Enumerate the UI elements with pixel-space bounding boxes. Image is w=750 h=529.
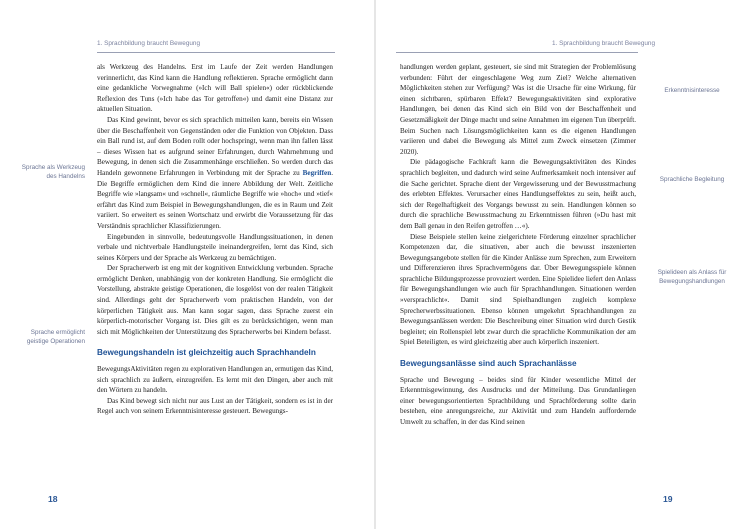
section-heading: Bewegungshandeln ist gleichzeitig auch Sprachhandeln <box>97 348 316 358</box>
left-page <box>0 0 374 529</box>
page-number: 18 <box>48 494 58 504</box>
margin-note: Spielideen als Anlass für Bewegungshandlungen <box>657 269 727 285</box>
paragraph: Sprache und Bewegung – beides sind für Kinder wesentliche Mittel der Erkenntnisgewinnung, des Ausdrucks und der Mitteilung. Das Grundanliegen einer bewegungsorientierten Sprachbildung und Sprachförderung sollte darin bestehen, eine anregungsreiche, zur Aktivität und zum Handeln auffordernde Umwelt zu schaffen, in der das Kind seinen <box>400 375 636 426</box>
text-column <box>97 62 333 417</box>
margin-note: Erkenntnisinteresse <box>664 87 720 94</box>
page-number: 19 <box>663 494 673 504</box>
section-heading: Bewegungsanlässe sind auch Sprachanlässe <box>400 358 577 368</box>
margin-note: Sprache als Werkzeug des Handelns <box>21 164 85 180</box>
header-rule <box>396 52 638 53</box>
margin-note: Sprachliche Begleitung <box>659 176 725 183</box>
paragraph: Das Kind bewegt sich nicht nur aus Lust an der Tätigkeit, sondern es ist in der Regel auch von seinem Erkenntnisinteresse gesteuert. Bewegungs- <box>97 396 333 416</box>
running-header: 1. Sprachbildung braucht Bewegung <box>552 40 656 47</box>
paragraph: Die pädagogische Fachkraft kann die Bewegungsaktivitäten des Kindes sprachlich begleiten, und dadurch wird seine Aufmerksamkeit noch intensiver auf die Sache gerichtet. Sprache dient der Vergewisserung und der Bewusstmachung des erlebten Effektes. Verursacher eines Handlungseffektes zu sein, heißt auch, sich der Regelhaftigkeit des Vorgangs bewusst zu sein. Handlungen können so durch die sprachliche Bewusstmachung zu Erkenntnissen führen (»Du hast mit dem Ball genau in den Reifen getroffen …«). <box>400 158 636 230</box>
glossary-term: Begriffen <box>302 168 332 177</box>
paragraph: Das Kind gewinnt, bevor es sich sprachlich mitteilen kann, bereits ein Wissen über die Beschaffenheit von Gegenständen oder die Funktion von Objekten. Dass ein Ball rund ist, auf dem Boden rollt oder hochspringt, wenn man ihn fallen lässt – dieses Wissen hat es aufgrund seiner Erfahrungen, durch Wahrnehmung und Bewegung, in denen sich die Zusammenhänge erschließen. So werden durch das Handeln gewonnene Erfahrungen in Verbindung mit der Sprache zu Begriffen. Die Begriffe ermöglichen dem Kind die innere Abbildung der Welt. Zeitliche Begriffe wie »langsam« und »schnell«, räumliche Begriffe wie »hoch« und »tief« erfährt das Kind zum Beispiel in Bewegungshandlungen, die es in Raum und Zeit variiert. So erweitert es seinen Wortschatz und erwirbt die Voraussetzung für das Verständnis sprachlicher Klassifizierungen. <box>97 115 333 230</box>
margin-note: Sprache ermöglicht geistige Operationen <box>26 329 85 345</box>
paragraph: BewegungsAktivitäten regen zu explorativen Handlungen an, ermutigen das Kind, sich sprachlich zu äußern, einzugreifen. Es lernt mit den Dingen, aber auch mit den Wörtern zu handeln. <box>97 364 333 395</box>
header-rule <box>97 52 335 53</box>
right-page <box>376 0 750 529</box>
text-column <box>400 62 636 427</box>
paragraph: als Werkzeug des Handelns. Erst im Laufe der Zeit werden Handlungen verinnerlicht, das Kind kann die Handlung reflektieren. Sprache ermöglicht dann eine gedankliche Vorwegnahme (»Ich will Ball spielen«) oder rückblickende Reflexion des Tuns (»Ich habe das Tor getroffen«) und damit eine Distanz zur aktuellen Situation. <box>97 63 333 114</box>
paragraph: Der Spracherwerb ist eng mit der kognitiven Entwicklung verbunden. Sprache ermöglicht Denken, unabhängig von der konkreten Handlung. Sie ermöglicht die Vorstellung, abstrakte geistige Operationen, die losgelöst von der realen Tätigkeit sind. Allerdings geht der Spracherwerb vom praktischen Handeln, von der körperlichen Tätigkeit aus. Man kann sogar sagen, dass Sprache zuerst ein körperlich-motorischer Vorgang ist. Dies gilt es zu berücksichtigen, wenn man sich mit Möglichkeiten der Unterstützung des Spracherwerbs bei Kindern befasst. <box>97 264 333 336</box>
paragraph: handlungen werden geplant, gesteuert, sie sind mit Strategien der Problemlösung verbunden: Führt der eingeschlagene Weg zum Ziel? Welche alternativen Möglichkeiten stehen zur Verfügung? Was ist die Ursache für eine Wirkung, für einen sichtbaren, spürbaren Effekt? Bewegungsaktivitäten sind explorative Handlungen, bei denen das Kind sich ein Bild von der Beschaffenheit und Gesetzmäßigkeit der Dinge macht und seine Annahmen im eigenen Tun überprüft. Beim Suchen nach Lösungsmöglichkeiten kann es die eigenen Handlungen variieren und dabei die Bewegung als Mittel zum Zweck einsetzen (Zimmer 2020). <box>400 63 636 156</box>
paragraph: Eingebunden in sinnvolle, bedeutungsvolle Handlungssituationen, in denen verbale und nichtverbale Handlungsteile ineinandergreifen, lernt das Kind, sich seines Körpers und der Sprache als Werkzeug zu bemächtigen. <box>97 232 333 262</box>
paragraph: Diese Beispiele stellen keine zielgerichtete Förderung einzelner sprachlicher Kompetenzen dar, die situativen, aber auch die bewusst inszenierten Bewegungsangebote stellen für die Kinder Anlässe zum Sprechen, zum Erweitern und Differenzieren ihres Sprachvermögens dar. Über Bewegungsspiele können sprachliche Bildungsprozesse provoziert werden. Eine Spielidee liefert den Anlass für Bewegungshandlungen wie auch für Sprachhandlungen. Situationen werden »versprachlicht«. Damit sind Spielhandlungen zugleich komplexe Sprecherwerbssituationen. Ebenso können umgekehrt Sprachhandlungen zu Bewegungsanlässen werden: Die Beschreibung einer Situation wird durch Gestik begleitet; ein Rollenspiel lebt zwar durch die sprachliche Kommunikation der am Spiel Beteiligten, es wird gleichzeitig aber auch körperlich inszeniert. <box>400 232 636 347</box>
running-header: 1. Sprachbildung braucht Bewegung <box>97 40 201 47</box>
